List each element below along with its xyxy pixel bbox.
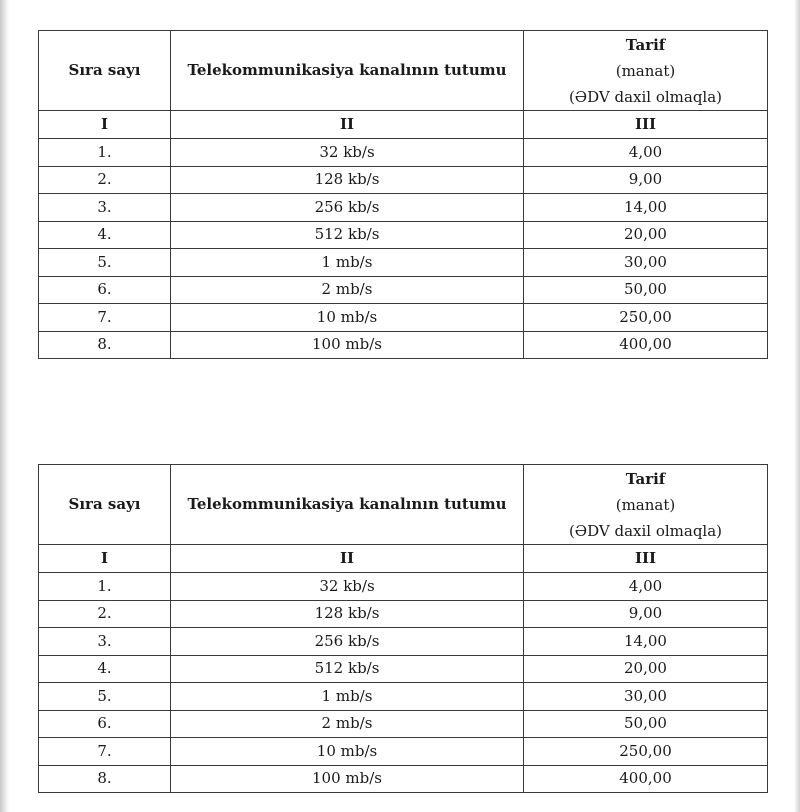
row-tariff: 30,00 [524,683,768,711]
row-number: 7. [39,304,171,332]
header-row-number: Sıra sayı [39,465,171,545]
row-tariff: 400,00 [524,765,768,793]
table-row [39,655,768,683]
header-row-number: Sıra sayı [39,31,171,111]
header-channel-capacity: Telekommunikasiya kanalının tutumu [171,31,524,111]
table-row [39,304,768,332]
row-capacity: 1 mb/s [171,683,524,711]
row-number: 4. [39,655,171,683]
row-capacity: 10 mb/s [171,304,524,332]
column-numbering-row [39,111,768,139]
column-number-3: III [524,545,768,573]
row-number: 1. [39,139,171,167]
row-capacity: 128 kb/s [171,166,524,194]
row-capacity: 2 mb/s [171,710,524,738]
table-row [39,683,768,711]
column-numbering-row [39,545,768,573]
tariff-table-2 [38,464,768,793]
row-tariff: 20,00 [524,221,768,249]
header-tariff-note: (ƏDV daxil olmaqla) [568,521,723,540]
row-capacity: 256 kb/s [171,194,524,222]
page-edge-shadow-left [0,0,9,812]
table-row [39,600,768,628]
row-tariff: 14,00 [524,628,768,656]
table-row [39,194,768,222]
table-row [39,573,768,601]
column-number-1: I [39,545,171,573]
row-number: 8. [39,765,171,793]
row-number: 2. [39,166,171,194]
table-row [39,331,768,359]
row-capacity: 256 kb/s [171,628,524,656]
column-number-2: II [171,545,524,573]
row-number: 1. [39,573,171,601]
header-tariff-unit: (manat) [615,61,676,80]
row-tariff: 400,00 [524,331,768,359]
row-capacity: 128 kb/s [171,600,524,628]
row-capacity: 1 mb/s [171,249,524,277]
table-row [39,249,768,277]
row-tariff: 9,00 [524,600,768,628]
row-number: 4. [39,221,171,249]
header-tariff-title: Tarif [625,469,666,488]
row-tariff: 20,00 [524,655,768,683]
header-tariff-title: Tarif [625,35,666,54]
table-row [39,765,768,793]
row-tariff: 50,00 [524,710,768,738]
table-row [39,710,768,738]
row-capacity: 32 kb/s [171,139,524,167]
table-row [39,276,768,304]
table-row [39,628,768,656]
row-tariff: 250,00 [524,738,768,766]
row-capacity: 32 kb/s [171,573,524,601]
row-number: 3. [39,194,171,222]
table-row [39,738,768,766]
row-tariff: 250,00 [524,304,768,332]
row-number: 6. [39,276,171,304]
table-header-row [39,465,768,545]
row-number: 7. [39,738,171,766]
row-number: 8. [39,331,171,359]
row-tariff: 4,00 [524,139,768,167]
header-tariff-unit: (manat) [615,495,676,514]
row-tariff: 9,00 [524,166,768,194]
table-header-row [39,31,768,111]
row-tariff: 4,00 [524,573,768,601]
table-row [39,139,768,167]
column-number-1: I [39,111,171,139]
row-number: 5. [39,683,171,711]
row-capacity: 10 mb/s [171,738,524,766]
page-edge-shadow-right [794,0,800,812]
row-capacity: 100 mb/s [171,765,524,793]
table-row [39,166,768,194]
header-tariff-note: (ƏDV daxil olmaqla) [568,87,723,106]
row-tariff: 14,00 [524,194,768,222]
column-number-2: II [171,111,524,139]
header-tariff [524,465,768,545]
row-number: 2. [39,600,171,628]
table-row [39,221,768,249]
tariff-table-1 [38,30,768,359]
row-capacity: 2 mb/s [171,276,524,304]
header-tariff [524,31,768,111]
row-number: 3. [39,628,171,656]
row-capacity: 512 kb/s [171,655,524,683]
row-number: 6. [39,710,171,738]
header-channel-capacity: Telekommunikasiya kanalının tutumu [171,465,524,545]
row-capacity: 512 kb/s [171,221,524,249]
row-tariff: 50,00 [524,276,768,304]
row-capacity: 100 mb/s [171,331,524,359]
row-number: 5. [39,249,171,277]
column-number-3: III [524,111,768,139]
row-tariff: 30,00 [524,249,768,277]
